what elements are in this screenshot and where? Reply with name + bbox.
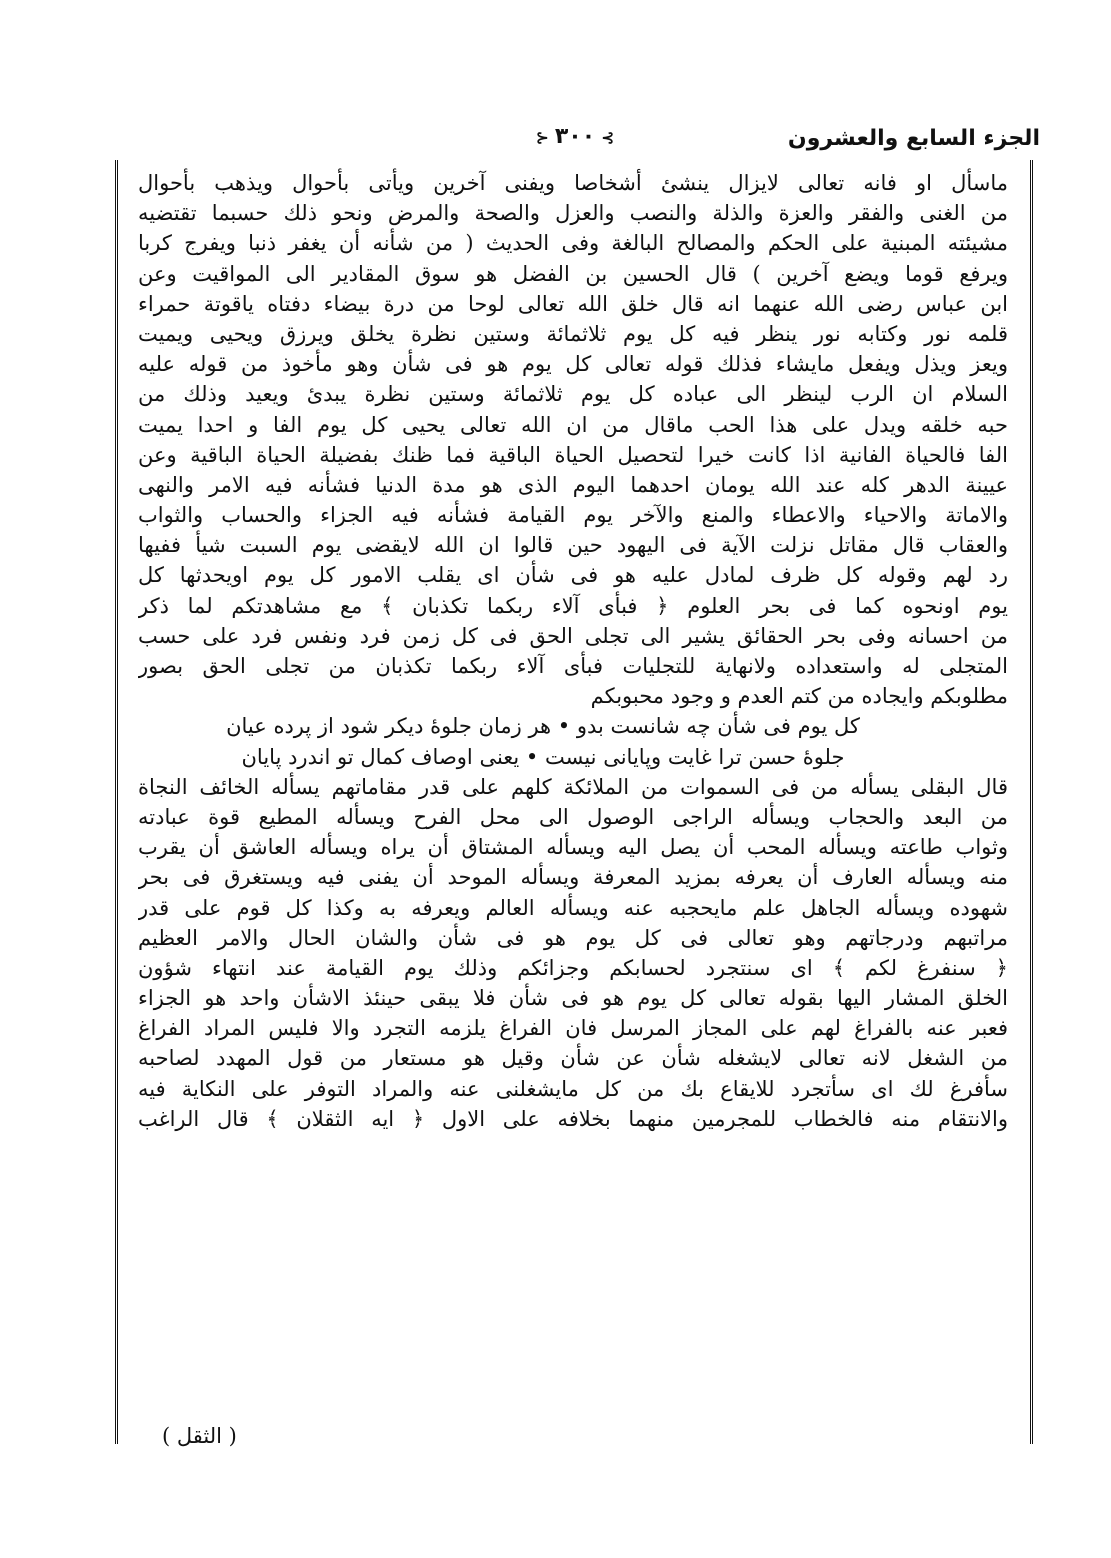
text-line: مراتبهم ودرجاتهم وهو تعالى فى كل يوم هو فى شأن والشان الحال والامر العظيم [138,925,1008,950]
text-line: الفا فالحياة الفانية اذا كانت خيرا لتحصيل الحياة الباقية فما ظنك بفضيلة الحياة الباقية وعن [138,442,1008,467]
text-line: ﴿ سنفرغ لكم ﴾ اى سنتجرد لحسابكم وجزائكم وذلك يوم القيامة عند انتهاء شؤون [138,955,1008,980]
text-line: ماسأل او فانه تعالى لايزال ينشئ أشخاصا ويفنى آخرين ويأتى بأحوال ويذهب بأحوال [138,171,1008,195]
text-line: المتجلى له واستعداده ولانهاية للتجليات فبأى آلاء ربكما تكذبان من تجلى الحق بصور [138,654,1008,678]
page-number: ٣٠٠ [554,124,596,149]
text-line-last: مطلوبكم وايجاده من كتم العدم و وجود محبوبكم [590,684,1008,709]
catchword: ( الثقل ) [162,1424,237,1448]
text-line: من احسانه وفى بحر الحقائق يشير الى تجلى الحق فى كل زمن فرد ونفس فرد على حسب [138,623,1008,648]
text-line: والعقاب قال مقاتل نزلت الآية فى اليهود حين قالوا ان الله لايقضى يوم السبت شيأ ففيها [138,533,1008,558]
text-line: ويعز ويذل ويفعل مايشاء فذلك قوله تعالى كل يوم هو فى شأن وهو مأخوذ من قوله عليه [138,352,1008,377]
text-line: رد لهم وقوله كل ظرف لمادل عليه هو فى شأن اى يقلب الامور كل يوم اويحدثها كل [138,563,1008,588]
page-number-block [110,124,1040,149]
text-line: يوم اونحوه كما فى بحر العلوم ﴿ فبأى آلاء ربكما تكذبان ﴾ مع مشاهدتكم لما ذكر [138,593,1008,618]
text-line: حبه خلقه ويدل على هذا الحب ماقال من ان الله تعالى يحيى كل يوم الفا و احدا يميت [138,412,1008,437]
text-line: من الغنى والفقر والعزة والذلة والنصب والعزل والصحة والمرض ونحو ذلك حسبما تقتضيه [138,201,1008,226]
text-line: فعبر عنه بالفراغ لهم على المجاز المرسل فان الفراغ يلزمه التجرد والا فليس المراد الفراغ [138,1016,1008,1041]
text-line: قال البقلى يسأله من فى السموات من الملائكة كلهم على قدر مقاماتهم يسأله الخائف النجاة [138,774,1008,799]
persian-verse-line: جلوهٔ حسن ترا غايت وپايانى نيست • يعنى اوصاف كمال تو اندرد پايان [241,744,845,769]
text-line: شهوده ويسأله الجاهل علم مايحجبه عنه ويسأله العالم ويعرفه به وكذا كل قوم على قدر [138,895,1008,920]
ornament-left-icon: ⊰ [535,128,549,147]
text-line: ويرفع قوما ويضع آخرين ) قال الحسين بن الفضل هو سوق المقادير الى المواقيت وعن [138,261,1008,286]
text-line: قلمه نور وكتابه نور ينظر فيه كل يوم ثلاثمائة وستين نظرة يخلق ويرزق ويحيى ويميت [138,321,1008,346]
main-text-block [138,168,1008,1134]
text-line: وثواب طاعته ويسأله المحب أن يصل اليه ويسأله المشتاق أن يراه ويسأله العاشق أن يقرب [138,835,1008,860]
text-line: من البعد والحجاب ويسأله الراجى الوصول الى محل الفرح ويسأله المطيع قوة عبادته [138,804,1008,829]
persian-verse-line: كل يوم فى شأن چه شانست بدو • هر زمان جلوهٔ ديكر شود از پرده عيان [226,714,860,739]
ornament-right-icon: ⊱ [601,128,615,147]
running-title: الجزء السابع والعشرون [787,126,1040,151]
text-line: والاماتة والاحياء والاعطاء والمنع والآخر يوم القيامة فشأنه فيه الجزاء والحساب والثواب [138,503,1008,528]
page-header [110,118,1040,158]
text-line: السلام ان الرب لينظر الى عباده كل يوم ثلاثمائة وستين نظرة يبدئ ويعيد وذلك من [138,382,1008,407]
text-line: من الشغل لانه تعالى لايشغله شأن عن شأن وقيل هو مستعار من قول المهدد لصاحبه [138,1046,1008,1071]
text-line: منه ويسأله العارف أن يعرفه بمزيد المعرفة ويسأله الموحد أن يفنى فيه ويستغرق فى بحر [138,865,1008,890]
text-line: مشيئته المبنية على الحكم والمصالح البالغة وفى الحديث ( من شأنه أن يغفر ذنبا ويفرج كربا [138,231,1008,256]
text-line: الخلق المشار اليها بقوله تعالى كل يوم هو فى شأن فلا يبقى حينئذ الاشأن واحد هو الجزاء [138,986,1008,1011]
text-line: ابن عباس رضى الله عنهما انه قال خلق الله تعالى لوحا من درة بيضاء دفتاه ياقوتة حمراء [138,291,1008,316]
text-line: عيينة الدهر كله عند الله يومان احدهما اليوم الذى هو مدة الدنيا فشأنه فيه الامر والنهى [138,472,1008,497]
text-line: سأفرغ لك اى سأتجرد للايقاع بك من كل مايشغلنى عنه والمراد التوفر على النكاية فيه [138,1076,1008,1101]
text-line: والانتقام منه فالخطاب للمجرمين منهما بخلافه على الاول ﴿ ايه الثقلان ﴾ قال الراغب [138,1106,1008,1131]
